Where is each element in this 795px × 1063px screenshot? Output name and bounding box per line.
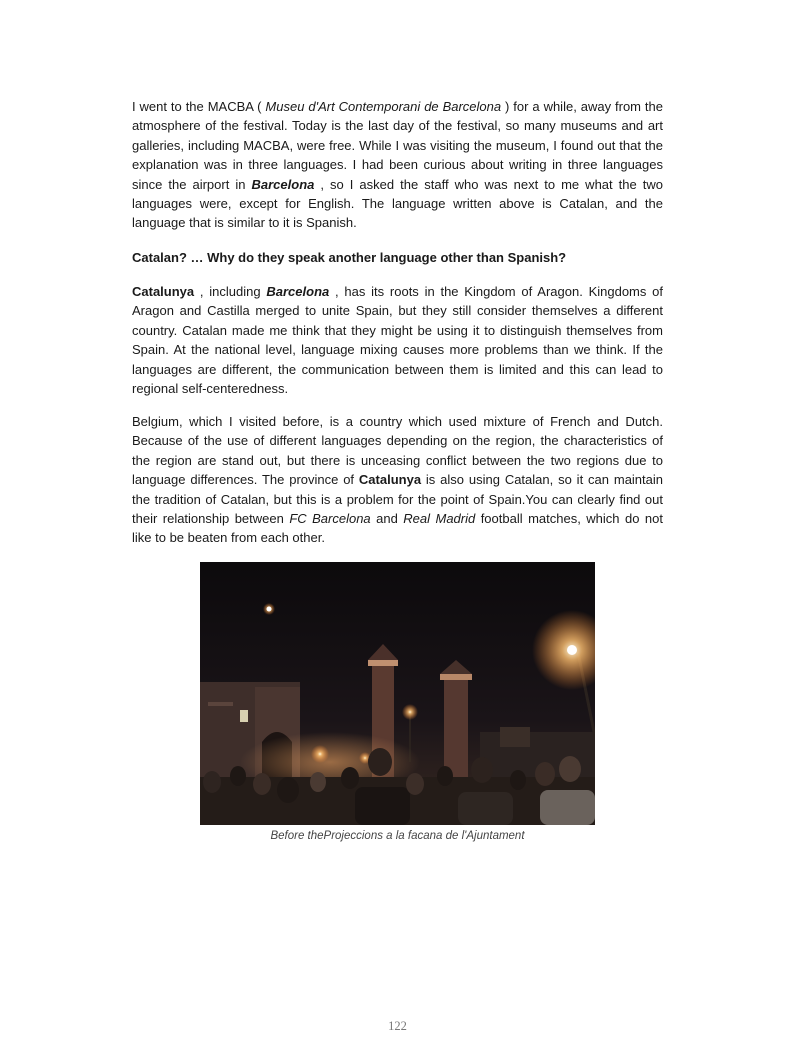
paragraph-text: and bbox=[370, 511, 404, 527]
paragraph-text: I went to the MACBA ( bbox=[132, 99, 266, 114]
paragraph-text: , has its roots in the Kingdom of Aragon. Kingdoms of Aragon and Castilla merged to unite Spain, but they still consider themselves a different country. Catalan made me think that they might be using it to distinguish themselves from Spain. At the national level, language mixing causes more problems than we think. If the languages are different, the communication between them is limited and this can lead to regional self-centeredness. bbox=[132, 284, 663, 397]
paragraph-text: ) for a while, away from the atmosphere of the festival. Today is the last day of the festival, so many museums and art galleries, including MACBA, were free. While I was visiting the museum, I found out that the explanation was in three languages. I had been curious about writing in three languages since the airport in bbox=[132, 99, 664, 192]
museum-name: Museu d'Art Contemporani de Barcelona bbox=[265, 99, 502, 114]
paragraph-text: football matches, which do not like to be beaten from each other. bbox=[132, 511, 663, 546]
emphasis-barcelona: Barcelona bbox=[266, 284, 330, 299]
paragraph-text: , including bbox=[194, 284, 267, 299]
page-number: 122 bbox=[388, 1019, 407, 1033]
club-real-madrid: Real Madrid bbox=[403, 511, 476, 527]
section-heading: Catalan? … Why do they speak another language other than Spanish? bbox=[132, 250, 567, 265]
emphasis-catalunya: Catalunya bbox=[358, 472, 422, 488]
club-fc-barcelona: FC Barcelona bbox=[289, 511, 371, 527]
emphasis-barcelona: Barcelona bbox=[251, 176, 315, 192]
paragraph-text: , so I asked the staff who was next to me what the two languages were, except for English. The language written above is Catalan, and the language that is similar to it is Spanish. bbox=[132, 176, 663, 231]
paragraph-text: is also using Catalan, so it can maintain the tradition of Catalan, but this is a problem for the point of Spain.You can clearly find out their relationship between bbox=[132, 472, 663, 527]
photo-caption: Before theProjeccions a la facana de l'Ajuntament bbox=[270, 830, 525, 842]
paragraph-text: Belgium, which I visited before, is a country which used mixture of French and Dutch. Because of the use of different languages depending on the region, the characteristics of the region are stand out, but there is unceasing conflict between the two regions due to language differences. The province of bbox=[132, 414, 663, 488]
paragraph-macba-visit bbox=[132, 97, 663, 233]
emphasis-catalunya: Catalunya bbox=[132, 284, 195, 299]
paragraph-belgium-comparison bbox=[132, 412, 663, 548]
festival-night-photo bbox=[200, 562, 595, 825]
paragraph-catalunya-history bbox=[132, 282, 663, 398]
